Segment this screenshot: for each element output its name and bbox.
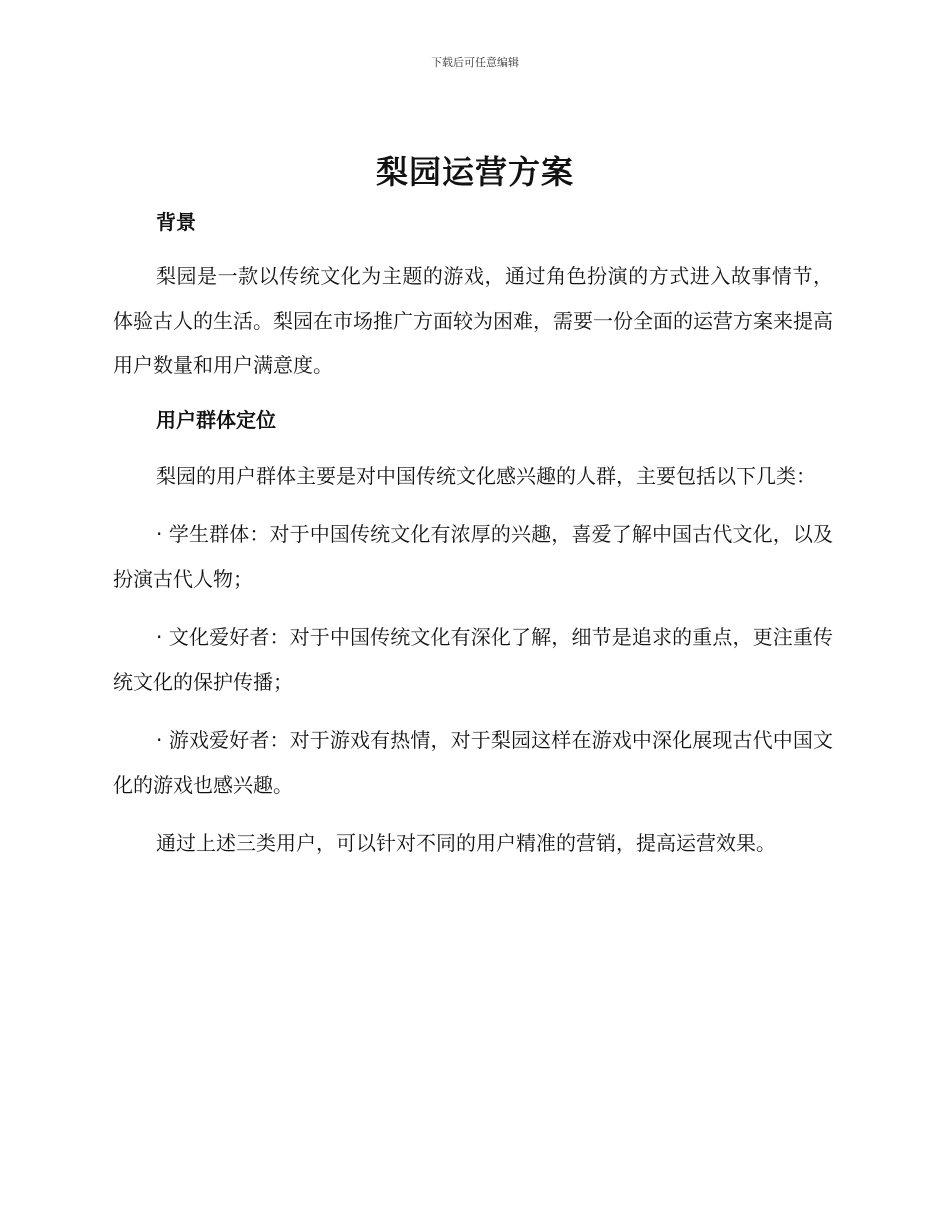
section-heading-background: 背景 [156, 210, 196, 234]
document-body [113, 204, 833, 866]
user-groups-intro-paragraph: 梨园的用户群体主要是对中国传统文化感兴趣的人群，主要包括以下几类： [156, 463, 816, 488]
conclusion-paragraph: 通过上述三类用户，可以针对不同的用户精准的营销，提高运营效果。 [156, 831, 776, 855]
document-title: 梨园运营方案 [375, 153, 574, 191]
list-item-students: · 学生群体：对于中国传统文化有浓厚的兴趣，喜爱了解中国古代文化，以及扮演古代人物； [113, 522, 833, 591]
list-item-gamers: · 游戏爱好者：对于游戏有热情，对于梨园这样在游戏中深化展现古代中国文化的游戏也感兴趣。 [113, 728, 833, 797]
list-item-culture-enthusiasts: · 文化爱好者：对于中国传统文化有深化了解，细节是追求的重点，更注重传统文化的保护传播； [113, 625, 833, 694]
header-note: 下载后可任意编辑 [431, 56, 519, 69]
section-heading-user-positioning: 用户群体定位 [156, 407, 276, 432]
background-paragraph: 梨园是一款以传统文化为主题的游戏，通过角色扮演的方式进入故事情节，体验古人的生活。梨园在市场推广方面较为困难，需要一份全面的运营方案来提高用户数量和用户满意度。 [113, 264, 833, 377]
